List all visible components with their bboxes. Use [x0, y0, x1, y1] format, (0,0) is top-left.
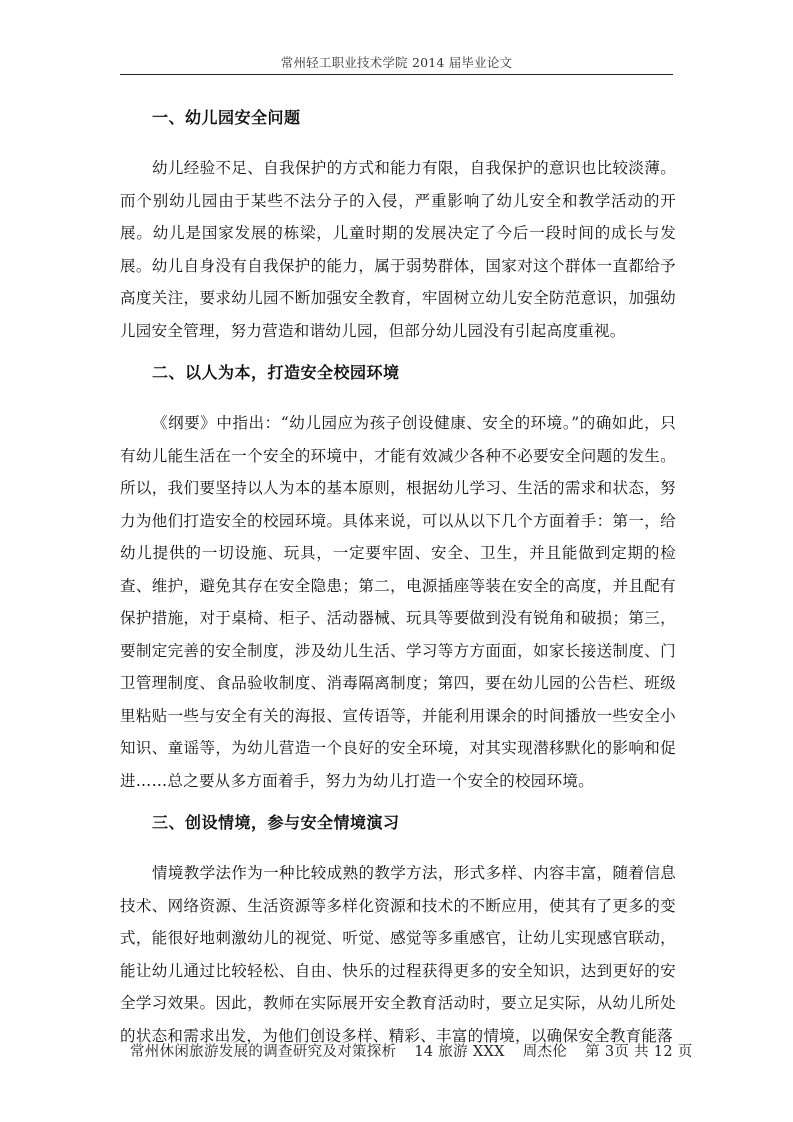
header-divider [120, 74, 673, 75]
page-header: 常州轻工职业技术学院 2014 届毕业论文 [280, 55, 513, 70]
page-footer [130, 1040, 693, 1061]
document-body [120, 104, 676, 1052]
footer-page-number: 第 3页 共 12 页 [585, 1044, 693, 1060]
section-paragraph-2: 《纲要》中指出：“幼儿园应为孩子创设健康、安全的环境。”的确如此，只有幼儿能生活在一个安全的环境中，才能有效减少各种不必要安全问题的发生。所以，我们要坚持以人为本的基本原则，根据幼儿学习、生活的需求和状态，努力为他们打造安全的校园环境。具体来说，可以从以下几个方面着手：第一，给幼儿提供的一切设施、玩具，一定要牢固、安全、卫生，并且能做到定期的检查、维护，避免其存在安全隐患；第二，电源插座等装在安全的高度，并且配有保护措施，对于桌椅、柜子、活动器械、玩具等要做到没有锐角和破损；第三，要制定完善的安全制度，涉及幼儿生活、学习等方方面面，如家长接送制度、门卫管理制度、食品验收制度、消毒隔离制度；第四，要在幼儿园的公告栏、班级里粘贴一些与安全有关的海报、宣传语等，并能利用课余的时间播放一些安全小知识、童谣等，为幼儿营造一个良好的安全环境，对其实现潜移默化的影响和促进……总之要从多方面着手，努力为幼儿打造一个安全的校园环境。 [120, 414, 676, 790]
section-heading-3: 三、创设情境，参与安全情境演习 [152, 813, 400, 832]
footer-author: 周杰伦 [522, 1044, 568, 1060]
footer-class-info: 14 旅游 XXX [414, 1044, 505, 1060]
section-heading-2: 二、以人为本，打造安全校园环境 [152, 363, 400, 382]
section-paragraph-1: 幼儿经验不足、自我保护的方式和能力有限，自我保护的意识也比较淡薄。而个别幼儿园由于某些不法分子的入侵，严重影响了幼儿安全和教学活动的开展。幼儿是国家发展的栋梁，儿童时期的发展决定了今后一段时间的成长与发展。幼儿自身没有自我保护的能力，属于弱势群体，国家对这个群体一直都给予高度关注，要求幼儿园不断加强安全教育，牢固树立幼儿安全防范意识，加强幼儿园安全管理，努力营造和谐幼儿园，但部分幼儿园没有引起高度重视。 [120, 159, 676, 340]
section-heading-1: 一、幼儿园安全问题 [152, 108, 301, 127]
section-paragraph-3: 情境教学法作为一种比较成熟的教学方法，形式多样、内容丰富，随着信息技术、网络资源、生活资源等多样化资源和技术的不断应用，使其有了更多的变式，能很好地刺激幼儿的视觉、听觉、感觉等多重感官，让幼儿实现感官联动，能让幼儿通过比较轻松、自由、快乐的过程获得更多的安全知识，达到更好的安全学习效果。因此，教师在实际展开安全教育活动时，要立足实际，从幼儿所处的状态和需求出发，为他们创设多样、精彩、丰富的情境，以确保安全教育能落 [120, 864, 676, 1045]
footer-thesis-title: 常州休闲旅游发展的调查研究及对策探析 [130, 1044, 397, 1060]
